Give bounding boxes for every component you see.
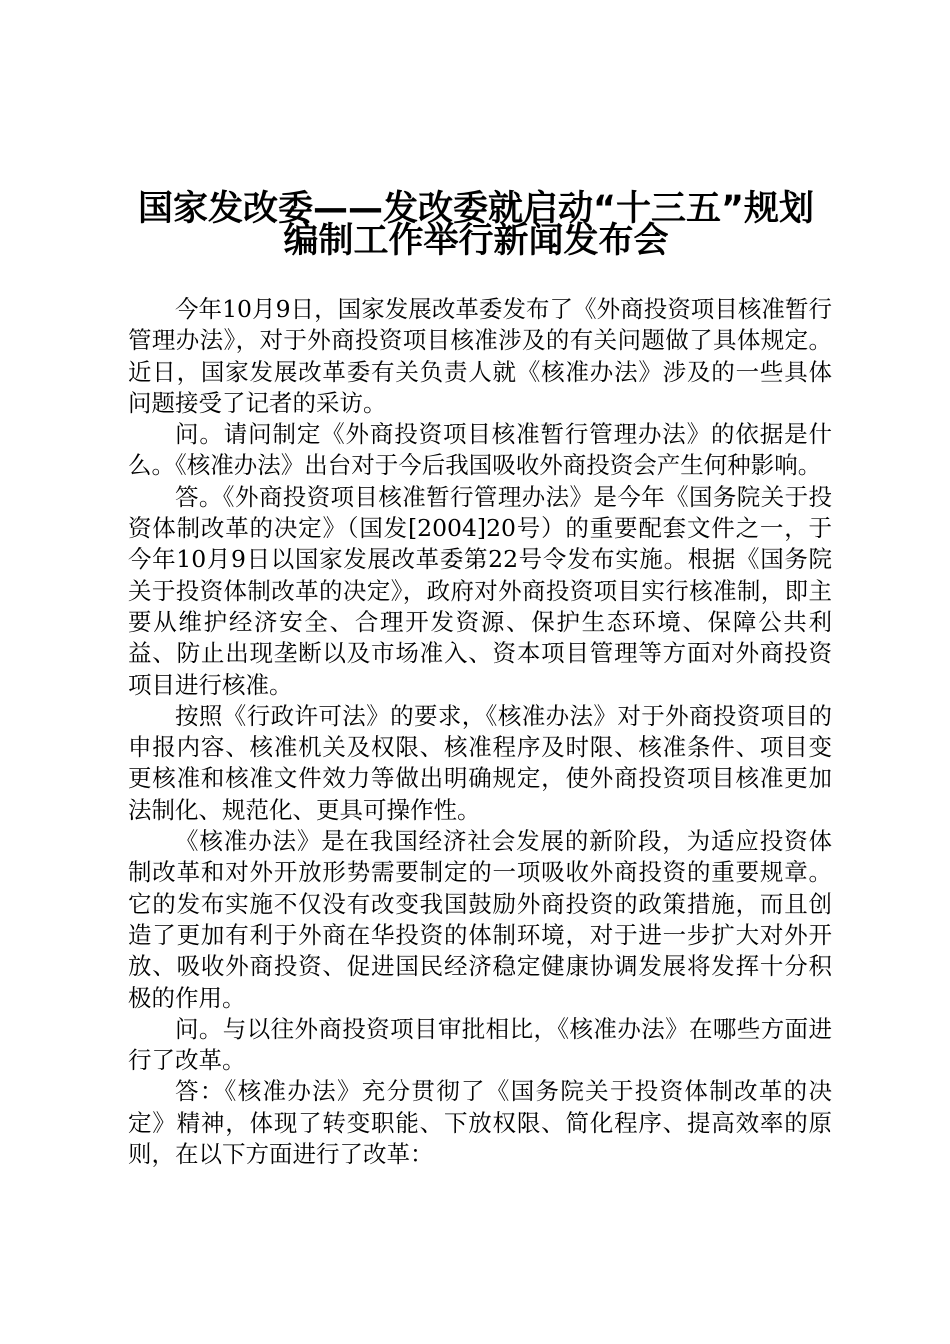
- document-title-line-2: 编制工作举行新闻发布会: [283, 221, 669, 261]
- paragraph-6: 问。与以往外商投资项目审批相比，《核准办法》在哪些方面进行了改革。: [128, 1014, 832, 1075]
- paragraph-3: 答。《外商投资项目核准暂行管理办法》是今年《国务院关于投资体制改革的决定》（国发[2004]20号）的重要配套文件之一，于今年10月9日以国家发展改革委第22号令发布实施。根据《国务院关于投资体制改革的决定》，政府对外商投资项目实行核准制，即主要从维护经济安全、合理开发资源、保护生态环境、保障公共利益、防止出现垄断以及市场准入、资本项目管理等方面对外商投资项目进行核准。: [128, 482, 832, 699]
- paragraph-2: 问。请问制定《外商投资项目核准暂行管理办法》的依据是什么。《核准办法》出台对于今后我国吸收外商投资会产生何种影响。: [128, 420, 832, 480]
- paragraph-1: 今年10月9日，国家发展改革委发布了《外商投资项目核准暂行管理办法》，对于外商投资项目核准涉及的有关问题做了具体规定。近日，国家发展改革委有关负责人就《核准办法》涉及的一些具体问题接受了记者的采访。: [128, 295, 832, 417]
- paragraph-5: 《核准办法》是在我国经济社会发展的新阶段，为适应投资体制改革和对外开放形势需要制定的一项吸收外商投资的重要规章。它的发布实施不仅没有改变我国鼓励外商投资的政策措施，而且创造了更加有利于外商在华投资的体制环境，对于进一步扩大对外开放、吸收外商投资、促进国民经济稳定健康协调发展将发挥十分积极的作用。: [128, 827, 832, 1012]
- paragraph-4: 按照《行政许可法》的要求，《核准办法》对于外商投资项目的申报内容、核准机关及权限、核准程序及时限、核准条件、项目变更核准和核准文件效力等做出明确规定，使外商投资项目核准更加法制化、规范化、更具可操作性。: [128, 701, 832, 824]
- paragraph-7: 答：《核准办法》充分贯彻了《国务院关于投资体制改革的决定》精神，体现了转变职能、下放权限、简化程序、提高效率的原则，在以下方面进行了改革：: [128, 1077, 832, 1169]
- document-title-line-1: 国家发改委——发改委就启动“十三五”规划: [137, 189, 814, 229]
- document-body: [128, 294, 832, 1170]
